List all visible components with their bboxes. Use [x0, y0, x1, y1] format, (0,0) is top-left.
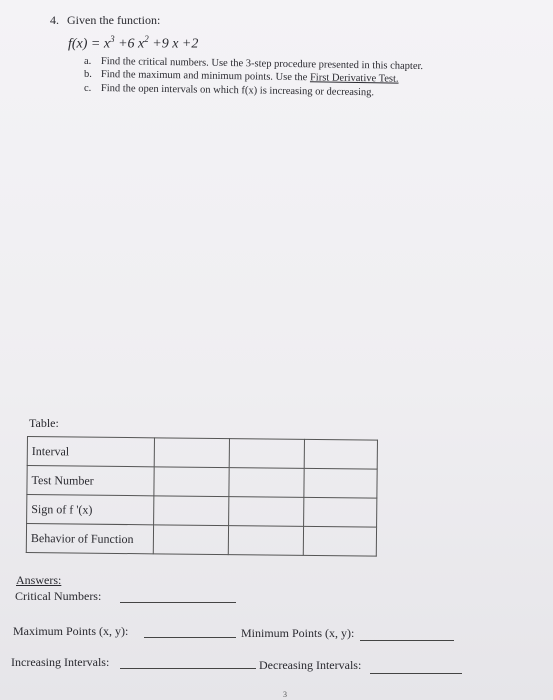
part-c-letter: c. [84, 83, 92, 94]
part-c-text: Find the open intervals on which f(x) is increasing or decreasing. [100, 83, 375, 99]
increasing-intervals-label: Increasing Intervals: [11, 655, 110, 669]
critical-numbers-answer-line[interactable] [120, 602, 236, 603]
table-label: Table: [29, 416, 59, 430]
first-derivative-test-link: First Derivative Test. [309, 72, 399, 85]
part-b-text: Find the maximum and minimum points. Use the First Derivative Test. [100, 69, 399, 85]
table-cell[interactable] [229, 468, 304, 498]
decreasing-intervals-label: Decreasing Intervals: [259, 658, 362, 672]
critical-numbers-label: Critical Numbers: [15, 589, 102, 603]
minimum-points-label: Minimum Points (x, y): [241, 626, 355, 640]
row-header-test-number: Test Number [27, 466, 154, 496]
row-header-interval: Interval [27, 437, 154, 467]
table-row [26, 524, 376, 557]
table-cell[interactable] [304, 468, 377, 498]
minimum-points-answer-line[interactable] [360, 640, 454, 641]
table-cell[interactable] [304, 497, 377, 527]
row-header-sign: Sign of f '(x) [27, 495, 154, 525]
table-cell[interactable] [229, 497, 304, 527]
page-number: 3 [283, 690, 287, 699]
table-cell[interactable] [228, 526, 303, 556]
maximum-points-label: Maximum Points (x, y): [13, 624, 129, 638]
question-number: 4. [50, 13, 59, 27]
table-cell[interactable] [229, 439, 304, 469]
maximum-points-answer-line[interactable] [144, 637, 236, 638]
table-cell[interactable] [304, 439, 377, 469]
table-cell[interactable] [154, 496, 229, 526]
table-cell[interactable] [154, 438, 229, 468]
table-row [27, 466, 377, 499]
interval-table [26, 436, 378, 557]
function-expression: $f(x) = x^3 +6$ $x^2 +9$ x +2 [68, 34, 199, 52]
table-cell[interactable] [153, 525, 228, 555]
answers-heading: Answers: [16, 573, 62, 587]
part-a-letter: a. [84, 56, 92, 67]
table-cell[interactable] [154, 467, 229, 497]
table-cell[interactable] [303, 526, 376, 556]
decreasing-intervals-answer-line[interactable] [370, 673, 462, 674]
row-header-behavior: Behavior of Function [26, 524, 153, 554]
question-prompt: Given the function: [67, 13, 161, 27]
part-a-text: Find the critical numbers. Use the 3-step procedure presented in this chapter. [100, 56, 424, 73]
table-row [27, 437, 377, 470]
part-b-letter: b. [84, 69, 92, 80]
increasing-intervals-answer-line[interactable] [120, 668, 256, 669]
table-row [27, 495, 377, 528]
